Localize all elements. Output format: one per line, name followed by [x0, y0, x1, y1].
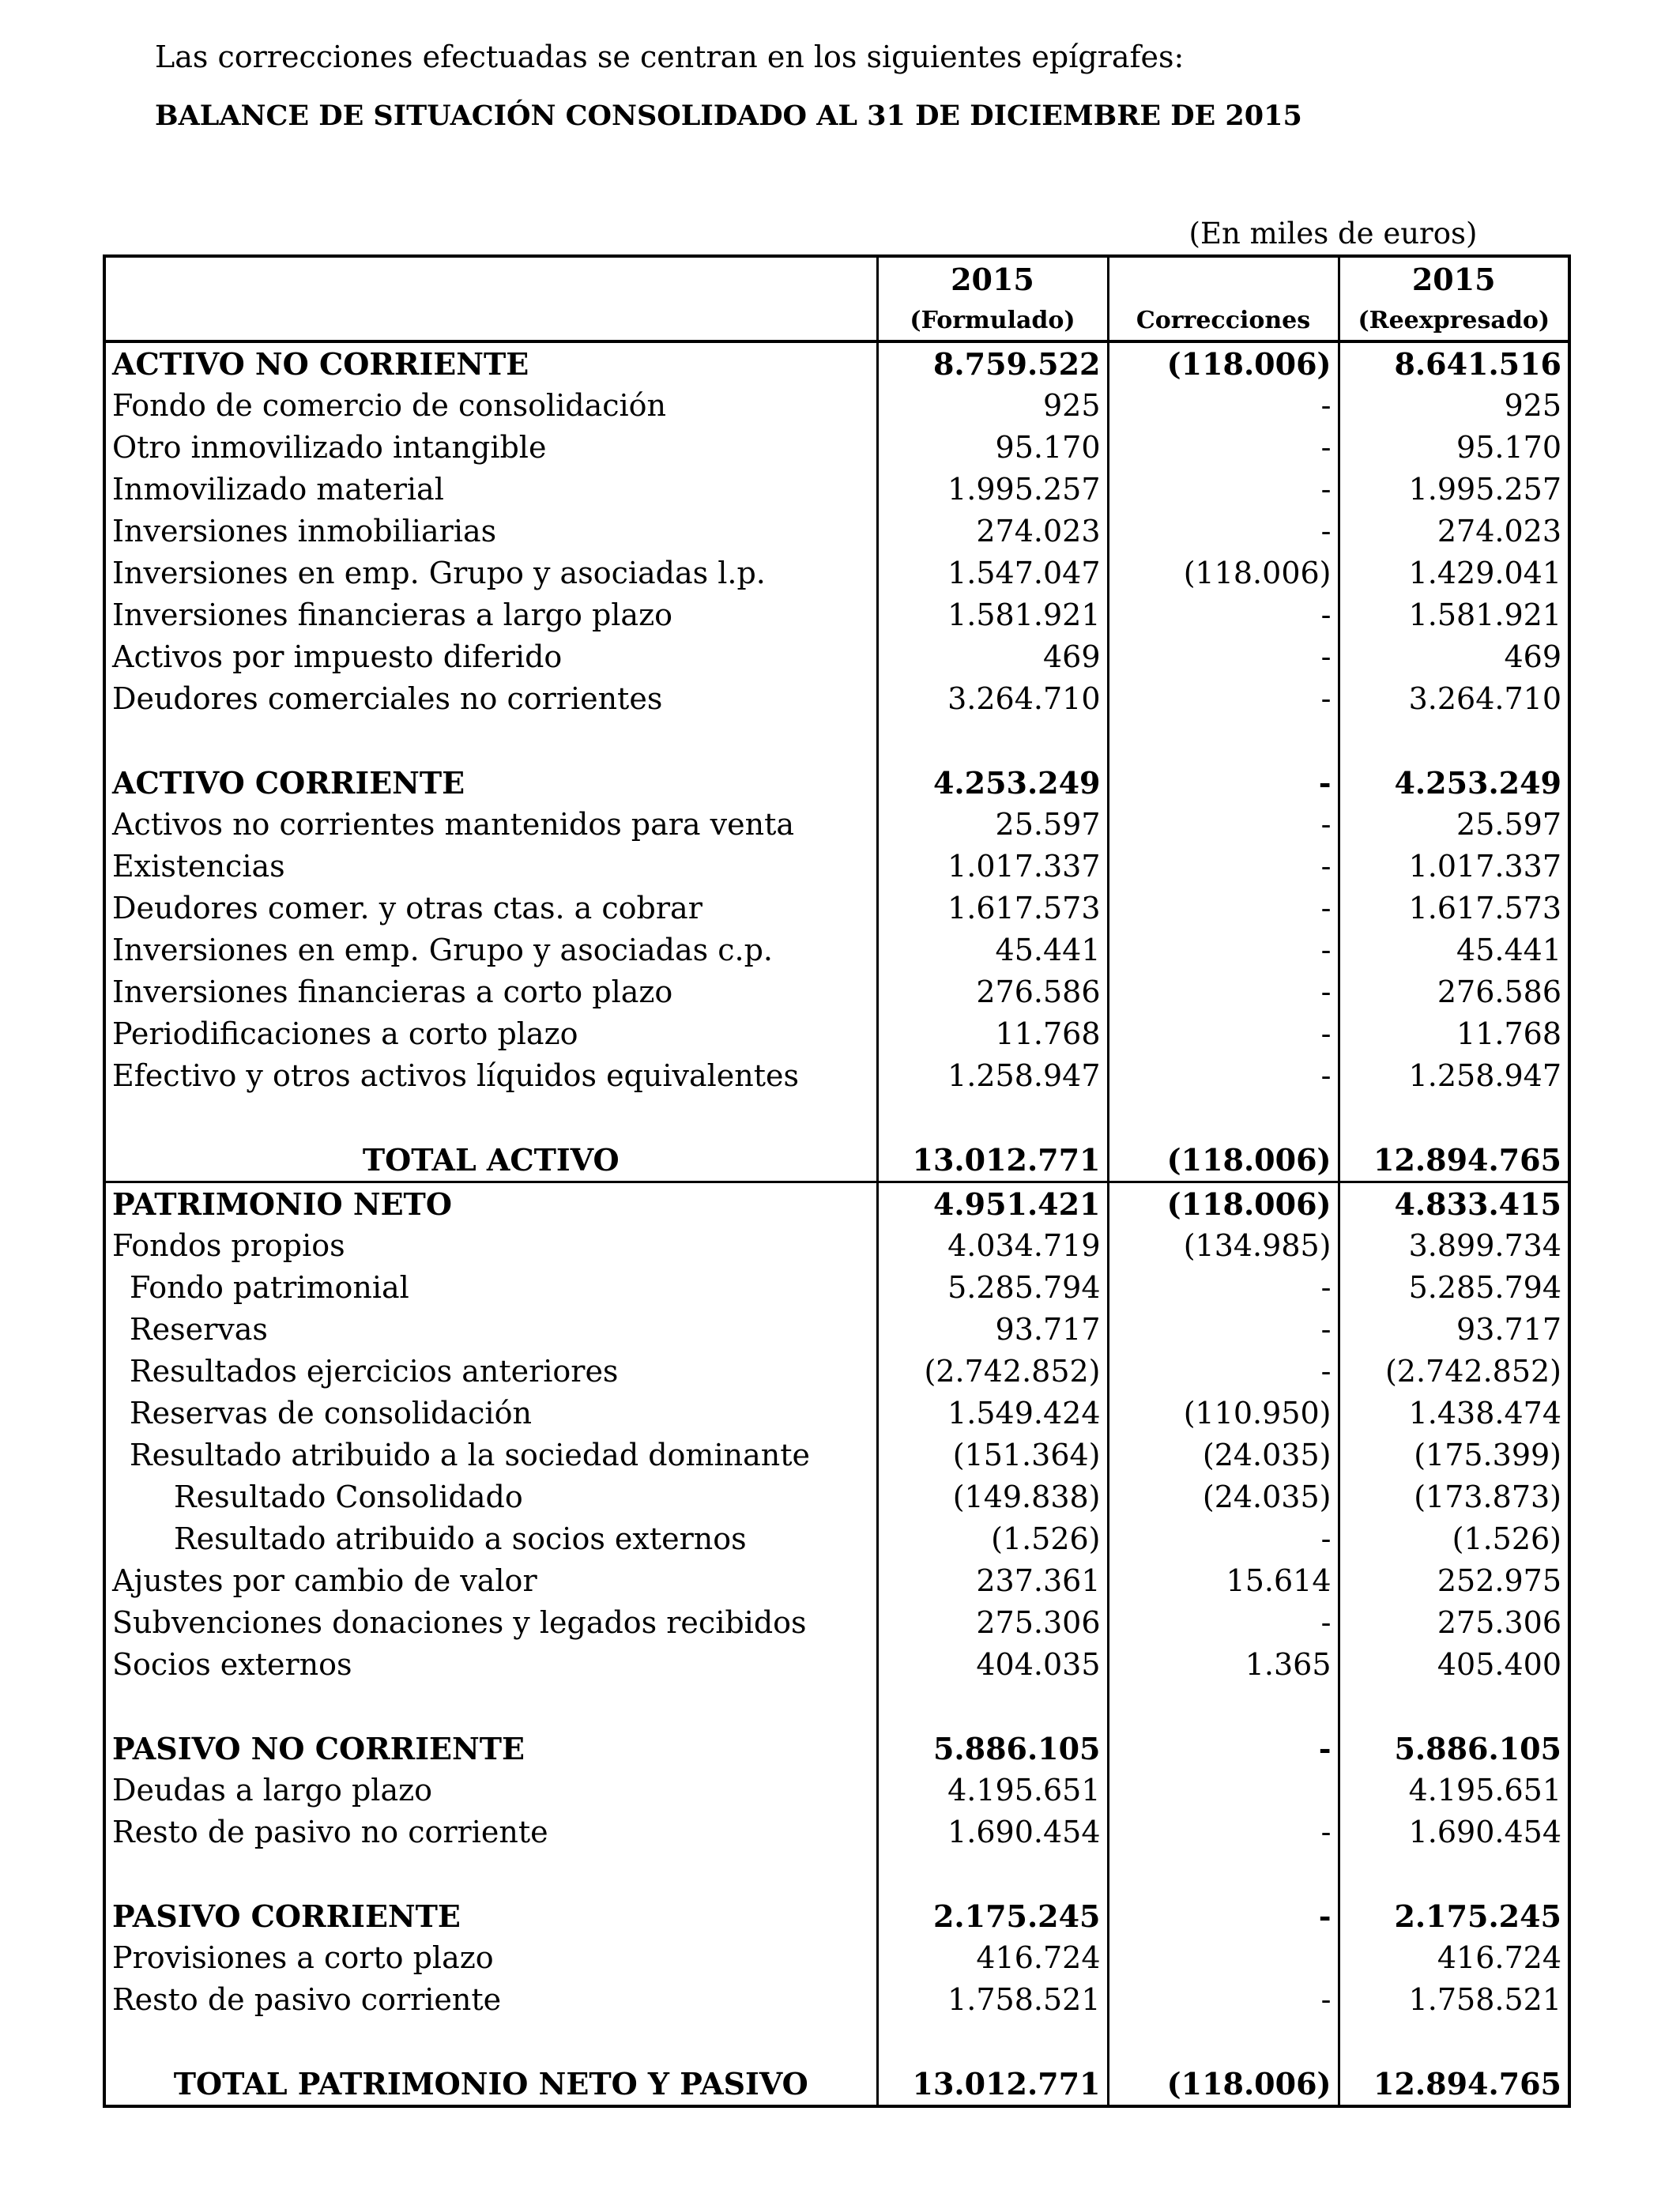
cell-correcciones: (118.006) [1108, 1139, 1339, 1182]
cell-reexpresado: 25.597 [1339, 804, 1569, 846]
cell-formulado: 13.012.771 [877, 2063, 1108, 2106]
cell-reexpresado: 1.690.454 [1339, 1811, 1569, 1853]
row-label: ACTIVO CORRIENTE [104, 762, 877, 804]
cell-formulado: 95.170 [877, 427, 1108, 469]
row-label: Resultado atribuido a socios externos [104, 1518, 877, 1560]
row-label: Inversiones inmobiliarias [104, 511, 877, 552]
cell-correcciones: - [1108, 888, 1339, 929]
cell-reexpresado: 3.264.710 [1339, 678, 1569, 720]
table-row [104, 1225, 1569, 1267]
cell-reexpresado: 1.258.947 [1339, 1055, 1569, 1097]
table-row [104, 469, 1569, 511]
cell-formulado: 25.597 [877, 804, 1108, 846]
cell-reexpresado: 4.253.249 [1339, 762, 1569, 804]
row-label: Resultado Consolidado [104, 1476, 877, 1518]
table-row [104, 1937, 1569, 1979]
cell-formulado: 4.195.651 [877, 1770, 1108, 1811]
cell-reexpresado: 2.175.245 [1339, 1895, 1569, 1937]
row-label: Inmovilizado material [104, 469, 877, 511]
cell-formulado: 3.264.710 [877, 678, 1108, 720]
header-year-formulado: 2015 [877, 256, 1108, 302]
header-formulado: (Formulado) [877, 302, 1108, 341]
cell-reexpresado: (175.399) [1339, 1434, 1569, 1476]
cell-formulado: 13.012.771 [877, 1139, 1108, 1182]
cell-reexpresado: 95.170 [1339, 427, 1569, 469]
cell-reexpresado: 469 [1339, 636, 1569, 678]
row-label: PASIVO NO CORRIENTE [104, 1728, 877, 1770]
cell-formulado: 469 [877, 636, 1108, 678]
cell-correcciones: - [1108, 846, 1339, 888]
cell-correcciones: - [1108, 971, 1339, 1013]
cell-correcciones: - [1108, 1309, 1339, 1351]
intro-text: Las correcciones efectuadas se centran en los siguientes epígrafes: [155, 40, 1185, 74]
table-row [104, 1518, 1569, 1560]
cell-formulado: 4.253.249 [877, 762, 1108, 804]
cell-reexpresado: 3.899.734 [1339, 1225, 1569, 1267]
cell-reexpresado: 1.617.573 [1339, 888, 1569, 929]
table-row [104, 1267, 1569, 1309]
cell-correcciones: 1.365 [1108, 1644, 1339, 1686]
row-label: TOTAL ACTIVO [104, 1139, 877, 1182]
document-title: BALANCE DE SITUACIÓN CONSOLIDADO AL 31 DE DICIEMBRE DE 2015 [155, 100, 1302, 132]
cell-correcciones: - [1108, 678, 1339, 720]
row-label: Subvenciones donaciones y legados recibidos [104, 1602, 877, 1644]
cell-formulado: 2.175.245 [877, 1895, 1108, 1937]
table-row [104, 1895, 1569, 1937]
cell-formulado: 8.759.522 [877, 341, 1108, 385]
row-label: Inversiones financieras a corto plazo [104, 971, 877, 1013]
cell-reexpresado: 12.894.765 [1339, 2063, 1569, 2106]
table-row [104, 1055, 1569, 1097]
cell-reexpresado: 4.195.651 [1339, 1770, 1569, 1811]
cell-formulado: 925 [877, 385, 1108, 427]
cell-reexpresado: 925 [1339, 385, 1569, 427]
cell-formulado: 416.724 [877, 1937, 1108, 1979]
cell-reexpresado: 1.758.521 [1339, 1979, 1569, 2021]
row-label: TOTAL PATRIMONIO NETO Y PASIVO [104, 2063, 877, 2106]
row-label: Activos no corrientes mantenidos para venta [104, 804, 877, 846]
row-label: Resultados ejercicios anteriores [104, 1351, 877, 1393]
table-row [104, 552, 1569, 594]
cell-correcciones: - [1108, 804, 1339, 846]
cell-correcciones: (24.035) [1108, 1476, 1339, 1518]
row-label: Ajustes por cambio de valor [104, 1560, 877, 1602]
row-label: Fondo de comercio de consolidación [104, 385, 877, 427]
table-row [104, 1393, 1569, 1434]
cell-correcciones: - [1108, 1351, 1339, 1393]
table-row [104, 1351, 1569, 1393]
cell-correcciones: - [1108, 1979, 1339, 2021]
cell-reexpresado: 276.586 [1339, 971, 1569, 1013]
row-label: Inversiones en emp. Grupo y asociadas c.p. [104, 929, 877, 971]
cell-formulado: 4.951.421 [877, 1182, 1108, 1226]
table-row [104, 1770, 1569, 1811]
cell-formulado: 1.995.257 [877, 469, 1108, 511]
cell-formulado: 45.441 [877, 929, 1108, 971]
cell-formulado: 5.886.105 [877, 1728, 1108, 1770]
cell-correcciones: 15.614 [1108, 1560, 1339, 1602]
spacer-row [104, 720, 1569, 762]
table-row [104, 341, 1569, 385]
cell-reexpresado: 1.581.921 [1339, 594, 1569, 636]
row-label: Reservas [104, 1309, 877, 1351]
cell-reexpresado: 5.285.794 [1339, 1267, 1569, 1309]
table-row [104, 929, 1569, 971]
cell-formulado: 275.306 [877, 1602, 1108, 1644]
header-correcciones: Correcciones [1108, 302, 1339, 341]
cell-formulado: (1.526) [877, 1518, 1108, 1560]
cell-reexpresado: 405.400 [1339, 1644, 1569, 1686]
row-label: Fondo patrimonial [104, 1267, 877, 1309]
total-row [104, 1139, 1569, 1182]
cell-reexpresado: 12.894.765 [1339, 1139, 1569, 1182]
row-label: Provisiones a corto plazo [104, 1937, 877, 1979]
row-label: PATRIMONIO NETO [104, 1182, 877, 1226]
header-blank [104, 256, 877, 302]
table-row [104, 511, 1569, 552]
header-blank-correcciones [1108, 256, 1339, 302]
cell-correcciones: - [1108, 1013, 1339, 1055]
cell-reexpresado: 252.975 [1339, 1560, 1569, 1602]
cell-correcciones: - [1108, 385, 1339, 427]
table-row [104, 385, 1569, 427]
cell-reexpresado: 93.717 [1339, 1309, 1569, 1351]
table-row [104, 636, 1569, 678]
cell-reexpresado: (1.526) [1339, 1518, 1569, 1560]
cell-correcciones [1108, 1770, 1339, 1811]
cell-formulado: 4.034.719 [877, 1225, 1108, 1267]
row-label: Periodificaciones a corto plazo [104, 1013, 877, 1055]
row-label: Inversiones en emp. Grupo y asociadas l.p. [104, 552, 877, 594]
cell-correcciones: - [1108, 511, 1339, 552]
row-label: Efectivo y otros activos líquidos equivalentes [104, 1055, 877, 1097]
cell-reexpresado: 1.429.041 [1339, 552, 1569, 594]
cell-correcciones: - [1108, 636, 1339, 678]
table-row [104, 1013, 1569, 1055]
cell-formulado: (2.742.852) [877, 1351, 1108, 1393]
row-label: Otro inmovilizado intangible [104, 427, 877, 469]
cell-correcciones: - [1108, 594, 1339, 636]
row-label: Resto de pasivo no corriente [104, 1811, 877, 1853]
cell-reexpresado: 416.724 [1339, 1937, 1569, 1979]
table-row [104, 1811, 1569, 1853]
cell-correcciones: (118.006) [1108, 341, 1339, 385]
header-blank [104, 302, 877, 341]
row-label: Inversiones financieras a largo plazo [104, 594, 877, 636]
row-label: Existencias [104, 846, 877, 888]
balance-table [103, 254, 1571, 2108]
cell-formulado: 11.768 [877, 1013, 1108, 1055]
cell-formulado: 1.581.921 [877, 594, 1108, 636]
cell-formulado: (151.364) [877, 1434, 1108, 1476]
cell-correcciones: - [1108, 1895, 1339, 1937]
cell-correcciones: - [1108, 1728, 1339, 1770]
cell-correcciones: - [1108, 1055, 1339, 1097]
table-row [104, 678, 1569, 720]
cell-formulado: 1.258.947 [877, 1055, 1108, 1097]
cell-reexpresado: 275.306 [1339, 1602, 1569, 1644]
row-label: PASIVO CORRIENTE [104, 1895, 877, 1937]
row-label: Activos por impuesto diferido [104, 636, 877, 678]
cell-reexpresado: (173.873) [1339, 1476, 1569, 1518]
cell-formulado: 5.285.794 [877, 1267, 1108, 1309]
row-label: Reservas de consolidación [104, 1393, 877, 1434]
table-row [104, 1476, 1569, 1518]
table-row [104, 1309, 1569, 1351]
table-row [104, 804, 1569, 846]
cell-correcciones: - [1108, 762, 1339, 804]
row-label: Resultado atribuido a la sociedad dominante [104, 1434, 877, 1476]
row-label: Deudas a largo plazo [104, 1770, 877, 1811]
cell-reexpresado: 11.768 [1339, 1013, 1569, 1055]
cell-reexpresado: 1.017.337 [1339, 846, 1569, 888]
header-row-years [104, 256, 1569, 302]
total-row [104, 2063, 1569, 2106]
spacer-row [104, 2021, 1569, 2063]
cell-correcciones: - [1108, 1811, 1339, 1853]
cell-correcciones: (134.985) [1108, 1225, 1339, 1267]
row-label: Deudores comer. y otras ctas. a cobrar [104, 888, 877, 929]
table-row [104, 1434, 1569, 1476]
cell-reexpresado: 45.441 [1339, 929, 1569, 971]
header-row-subtitles [104, 302, 1569, 341]
cell-formulado: 276.586 [877, 971, 1108, 1013]
table-row [104, 427, 1569, 469]
cell-correcciones: - [1108, 1267, 1339, 1309]
cell-reexpresado: 8.641.516 [1339, 341, 1569, 385]
cell-correcciones: - [1108, 1602, 1339, 1644]
cell-reexpresado: 1.995.257 [1339, 469, 1569, 511]
cell-reexpresado: 1.438.474 [1339, 1393, 1569, 1434]
cell-formulado: 237.361 [877, 1560, 1108, 1602]
cell-formulado: 1.690.454 [877, 1811, 1108, 1853]
cell-reexpresado: 4.833.415 [1339, 1182, 1569, 1226]
cell-formulado: (149.838) [877, 1476, 1108, 1518]
table-row [104, 1644, 1569, 1686]
cell-formulado: 1.617.573 [877, 888, 1108, 929]
row-label: Resto de pasivo corriente [104, 1979, 877, 2021]
cell-formulado: 1.549.424 [877, 1393, 1108, 1434]
units-note: (En miles de euros) [1188, 217, 1478, 251]
row-label: Socios externos [104, 1644, 877, 1686]
cell-formulado: 1.758.521 [877, 1979, 1108, 2021]
cell-correcciones: (118.006) [1108, 552, 1339, 594]
cell-correcciones: (118.006) [1108, 1182, 1339, 1226]
table-row [104, 762, 1569, 804]
cell-formulado: 1.547.047 [877, 552, 1108, 594]
cell-correcciones: (110.950) [1108, 1393, 1339, 1434]
cell-formulado: 404.035 [877, 1644, 1108, 1686]
cell-reexpresado: (2.742.852) [1339, 1351, 1569, 1393]
cell-correcciones: - [1108, 427, 1339, 469]
row-label: Deudores comerciales no corrientes [104, 678, 877, 720]
table-row [104, 1602, 1569, 1644]
table-row [104, 1560, 1569, 1602]
table-row [104, 846, 1569, 888]
table-row [104, 888, 1569, 929]
cell-reexpresado: 274.023 [1339, 511, 1569, 552]
spacer-row [104, 1686, 1569, 1728]
cell-correcciones: (24.035) [1108, 1434, 1339, 1476]
header-year-reexpresado: 2015 [1339, 256, 1569, 302]
cell-reexpresado: 5.886.105 [1339, 1728, 1569, 1770]
cell-correcciones: - [1108, 469, 1339, 511]
row-label: Fondos propios [104, 1225, 877, 1267]
table-row [104, 1182, 1569, 1226]
cell-formulado: 93.717 [877, 1309, 1108, 1351]
cell-correcciones: - [1108, 929, 1339, 971]
cell-correcciones: (118.006) [1108, 2063, 1339, 2106]
table-row [104, 1728, 1569, 1770]
table-row [104, 971, 1569, 1013]
cell-correcciones [1108, 1937, 1339, 1979]
row-label: ACTIVO NO CORRIENTE [104, 341, 877, 385]
table-row [104, 1979, 1569, 2021]
header-reexpresado: (Reexpresado) [1339, 302, 1569, 341]
cell-formulado: 1.017.337 [877, 846, 1108, 888]
table-row [104, 594, 1569, 636]
spacer-row [104, 1853, 1569, 1895]
spacer-row [104, 1097, 1569, 1139]
cell-formulado: 274.023 [877, 511, 1108, 552]
cell-correcciones: - [1108, 1518, 1339, 1560]
